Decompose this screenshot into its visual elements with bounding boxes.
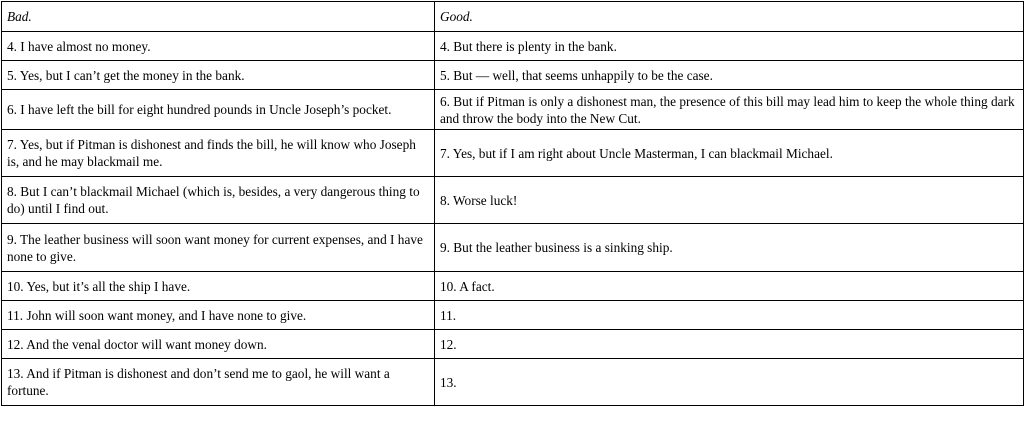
good-cell: 13. [435, 359, 1024, 406]
table-row [2, 61, 1024, 90]
bad-cell: 7. Yes, but if Pitman is dishonest and finds the bill, he will know who Joseph is, and he may blackmail me. [2, 130, 435, 177]
bad-cell: 10. Yes, but it’s all the ship I have. [2, 272, 435, 301]
table-row [2, 90, 1024, 130]
table-header-row [2, 2, 1024, 32]
good-cell: 8. Worse luck! [435, 177, 1024, 224]
bad-cell: 11. John will soon want money, and I have none to give. [2, 301, 435, 330]
bad-cell: 13. And if Pitman is dishonest and don’t send me to gaol, he will want a fortune. [2, 359, 435, 406]
table-row [2, 130, 1024, 177]
good-cell: 4. But there is plenty in the bank. [435, 32, 1024, 61]
good-cell: 5. But — well, that seems unhappily to be the case. [435, 61, 1024, 90]
good-cell: 6. But if Pitman is only a dishonest man, the presence of this bill may lead him to keep the whole thing dark and throw the body into the New Cut. [435, 90, 1024, 130]
bad-cell: 6. I have left the bill for eight hundred pounds in Uncle Joseph’s pocket. [2, 90, 435, 130]
good-cell: 9. But the leather business is a sinking ship. [435, 224, 1024, 272]
good-cell: 7. Yes, but if I am right about Uncle Masterman, I can blackmail Michael. [435, 130, 1024, 177]
table-row [2, 177, 1024, 224]
bad-good-table [1, 1, 1024, 406]
bad-cell: 12. And the venal doctor will want money down. [2, 330, 435, 359]
bad-cell: 5. Yes, but I can’t get the money in the bank. [2, 61, 435, 90]
table-row [2, 359, 1024, 406]
table-row [2, 272, 1024, 301]
header-good: Good. [435, 2, 1024, 32]
good-cell: 12. [435, 330, 1024, 359]
good-cell: 10. A fact. [435, 272, 1024, 301]
header-bad: Bad. [2, 2, 435, 32]
table-row [2, 224, 1024, 272]
table-row [2, 330, 1024, 359]
bad-cell: 8. But I can’t blackmail Michael (which is, besides, a very dangerous thing to do) until I find out. [2, 177, 435, 224]
bad-cell: 9. The leather business will soon want money for current expenses, and I have none to give. [2, 224, 435, 272]
good-cell: 11. [435, 301, 1024, 330]
table-row [2, 32, 1024, 61]
table-row [2, 301, 1024, 330]
bad-cell: 4. I have almost no money. [2, 32, 435, 61]
